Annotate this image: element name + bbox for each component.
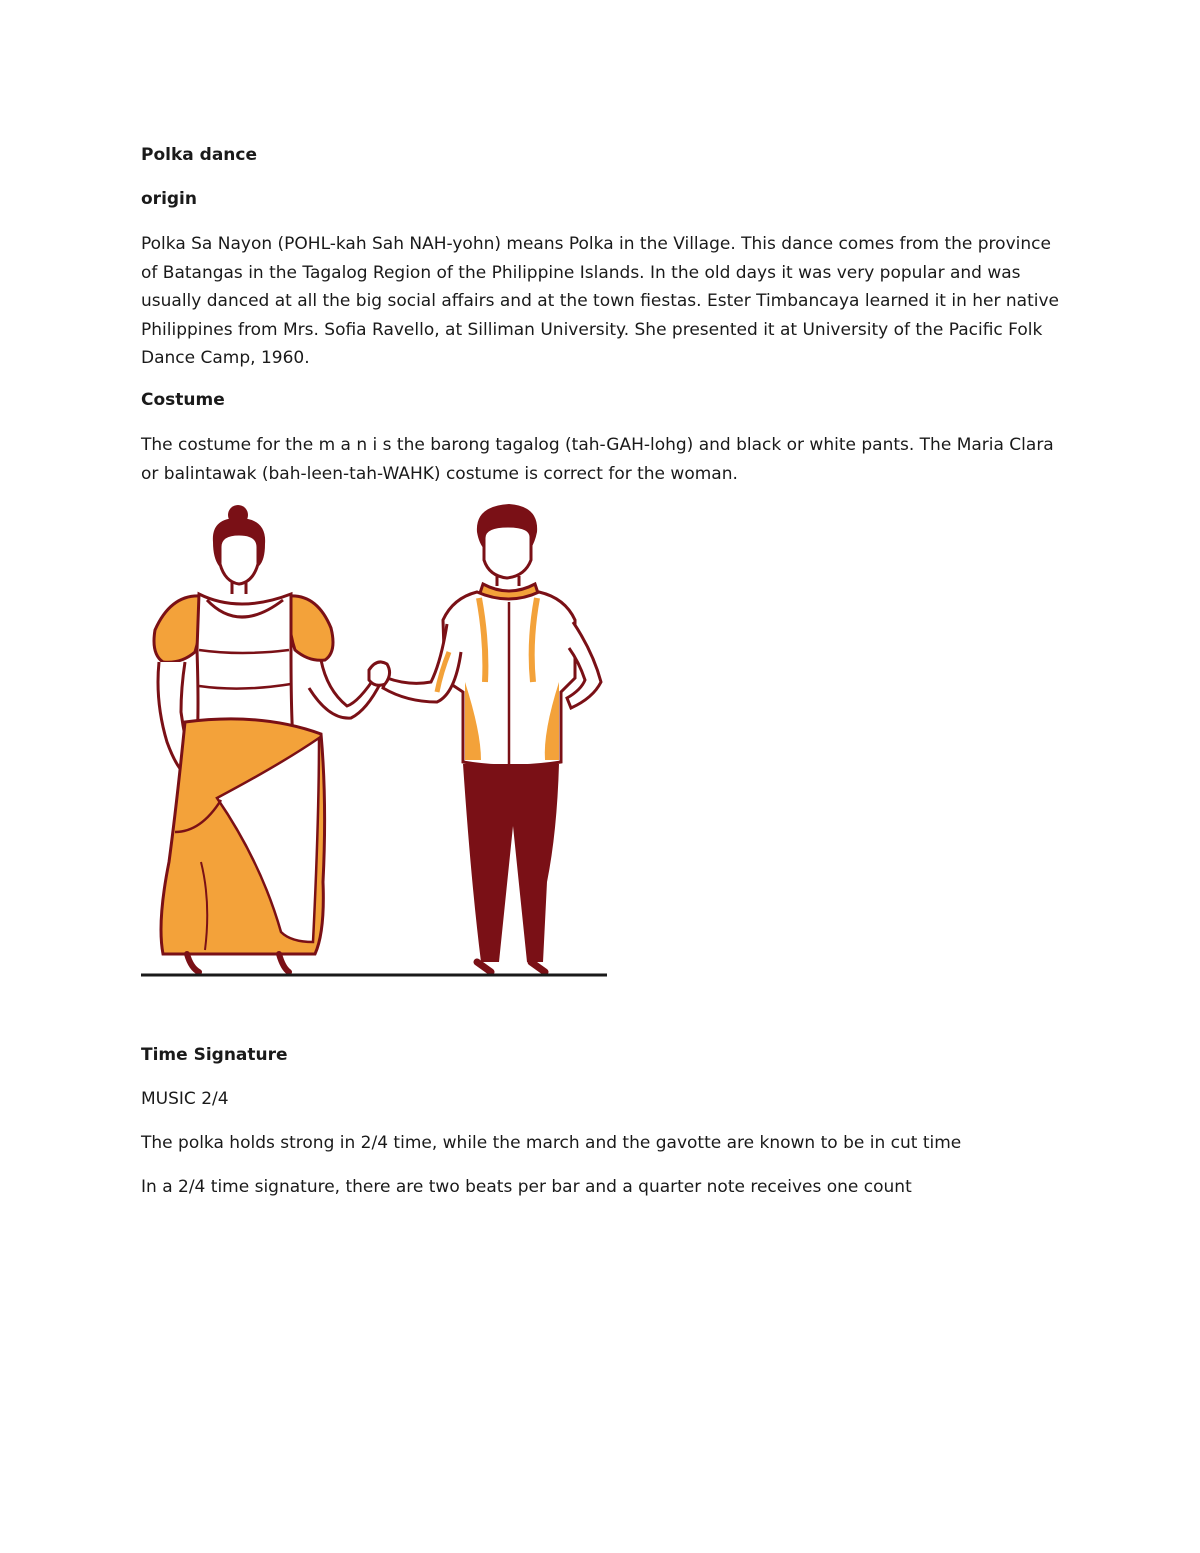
- music-line: MUSIC 2/4: [141, 1089, 229, 1110]
- time-paragraph-1: The polka holds strong in 2/4 time, while the march and the gavotte are known to be in cut time: [141, 1133, 962, 1154]
- man-figure: [369, 504, 601, 972]
- document-title: Polka dance: [141, 145, 258, 165]
- costume-heading: Costume: [141, 389, 225, 410]
- time-signature-heading: Time Signature: [141, 1045, 288, 1066]
- costume-paragraph: The costume for the m a n i s the barong tagalog (tah-GAH-lohg) and black or white pants. The Maria Clara or balintawak (bah-leen-tah-WAHK) costume is correct for the woman.: [141, 434, 1054, 484]
- dancers-illustration: [141, 502, 611, 982]
- origin-paragraph: Polka Sa Nayon (POHL-kah Sah NAH-yohn) means Polka in the Village. This dance comes from the province of Batangas in the Tagalog Region of the Philippine Islands. In the old days it was very popular and was usually danced at all the big social affairs and at the town fiestas. Ester Timbancaya learned it in her native Philippines from Mrs. Sofia Ravello, at Silliman University. She presented it at University of the Pacific Folk Dance Camp, 1960.: [141, 234, 1059, 369]
- document-body: [141, 142, 1061, 1218]
- woman-figure: [154, 505, 381, 972]
- origin-heading: origin: [141, 189, 197, 209]
- dancers-illustration-svg: [141, 502, 611, 982]
- time-paragraph-2: In a 2/4 time signature, there are two beats per bar and a quarter note receives one count: [141, 1177, 912, 1198]
